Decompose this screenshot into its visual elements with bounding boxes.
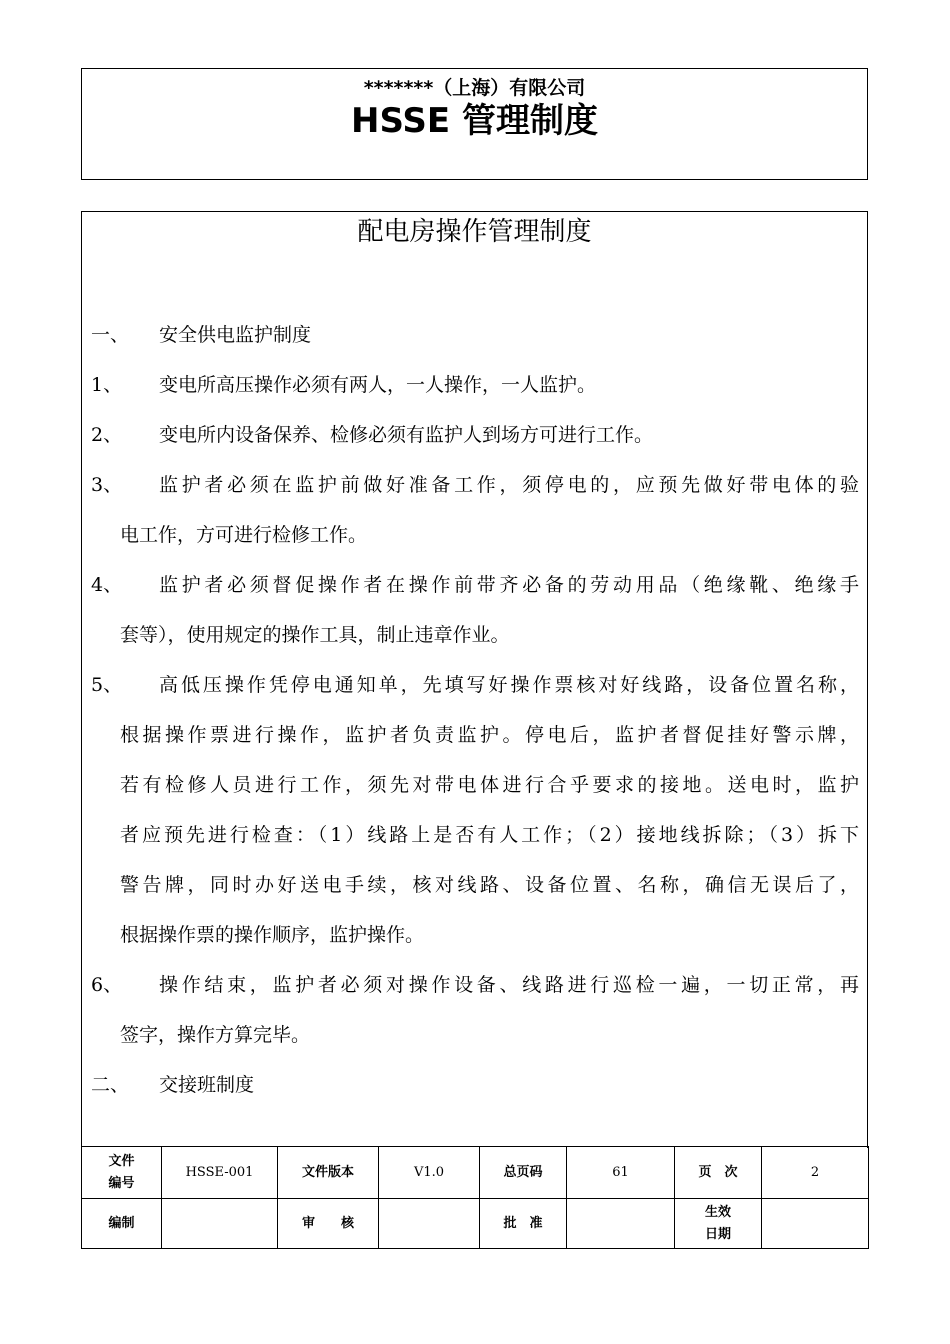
- item-line: 者应预先进行检查：（1）线路上是否有人工作；（2）接地线拆除；（3）拆下: [120, 824, 859, 846]
- item-line: 高低压操作凭停电通知单，先填写好操作票核对好线路，设备位置名称，: [159, 674, 859, 696]
- item-line: 变电所高压操作必须有两人，一人操作，一人监护。: [159, 374, 597, 396]
- effective-date-label-line: 生效: [704, 1204, 731, 1220]
- list-item: [91, 460, 859, 560]
- total-pages-label: 总页码: [480, 1147, 567, 1199]
- item-number: 1、: [91, 374, 123, 396]
- section-heading: [91, 1060, 859, 1110]
- review-value: [379, 1199, 480, 1249]
- item-number: 5、: [91, 674, 123, 696]
- document-header: [81, 68, 868, 180]
- approve-value: [567, 1199, 675, 1249]
- company-name: *******（上海）有限公司: [363, 77, 586, 99]
- review-label: 审 核: [278, 1199, 379, 1249]
- list-item: [91, 660, 859, 960]
- section-text: 交接班制度: [159, 1074, 255, 1096]
- item-line: 监护者必须在监护前做好准备工作，须停电的，应预先做好带电体的验: [159, 474, 859, 496]
- approve-label: 批 准: [480, 1199, 567, 1249]
- item-line: 根据操作票的操作顺序，监护操作。: [120, 924, 425, 946]
- item-line: 变电所内设备保养、检修必须有监护人到场方可进行工作。: [159, 424, 654, 446]
- doc-number-label: [82, 1147, 162, 1199]
- section-text: 安全供电监护制度: [159, 324, 312, 346]
- item-number: 6、: [91, 974, 123, 996]
- page-label: 页 次: [675, 1147, 762, 1199]
- section-heading: [91, 310, 859, 360]
- item-line: 套等），使用规定的操作工具，制止违章作业。: [120, 624, 510, 646]
- compiled-value: [162, 1199, 278, 1249]
- doc-number-label-line: 编号: [108, 1175, 135, 1191]
- section-number: 二、: [91, 1074, 130, 1096]
- item-number: 3、: [91, 474, 123, 496]
- doc-number-label-line: 文件: [108, 1153, 135, 1169]
- document-title: 配电房操作管理制度: [357, 217, 592, 247]
- item-line: 操作结束，监护者必须对操作设备、线路进行巡检一遍，一切正常，再: [159, 974, 859, 996]
- doc-number-value: HSSE-001: [162, 1147, 278, 1199]
- version-label: 文件版本: [278, 1147, 379, 1199]
- version-value: V1.0: [379, 1147, 480, 1199]
- list-item: [91, 360, 859, 410]
- list-item: [91, 560, 859, 660]
- item-line: 电工作，方可进行检修工作。: [120, 524, 368, 546]
- effective-date-label: [675, 1199, 762, 1249]
- item-line: 警告牌，同时办好送电手续，核对线路、设备位置、名称，确信无误后了，: [120, 874, 859, 896]
- item-line: 签字，操作方算完毕。: [120, 1024, 311, 1046]
- item-line: 若有检修人员进行工作，须先对带电体进行合乎要求的接地。送电时，监护: [120, 774, 859, 796]
- list-item: [91, 410, 859, 460]
- page-value: 2: [762, 1147, 869, 1199]
- item-line: 监护者必须督促操作者在操作前带齐必备的劳动用品（绝缘靴、绝缘手: [159, 574, 859, 596]
- effective-date-label-line: 日期: [704, 1226, 731, 1242]
- system-title: HSSE 管理制度: [351, 101, 598, 141]
- document-body: [81, 211, 868, 1148]
- item-number: 4、: [91, 574, 123, 596]
- document-control-table: [81, 1146, 869, 1249]
- section-number: 一、: [91, 324, 130, 346]
- effective-date-value: [762, 1199, 869, 1249]
- compiled-label: 编制: [82, 1199, 162, 1249]
- list-item: [91, 960, 859, 1060]
- item-line: 根据操作票进行操作，监护者负责监护。停电后，监护者督促挂好警示牌，: [120, 724, 859, 746]
- total-pages-value: 61: [567, 1147, 675, 1199]
- item-number: 2、: [91, 424, 123, 446]
